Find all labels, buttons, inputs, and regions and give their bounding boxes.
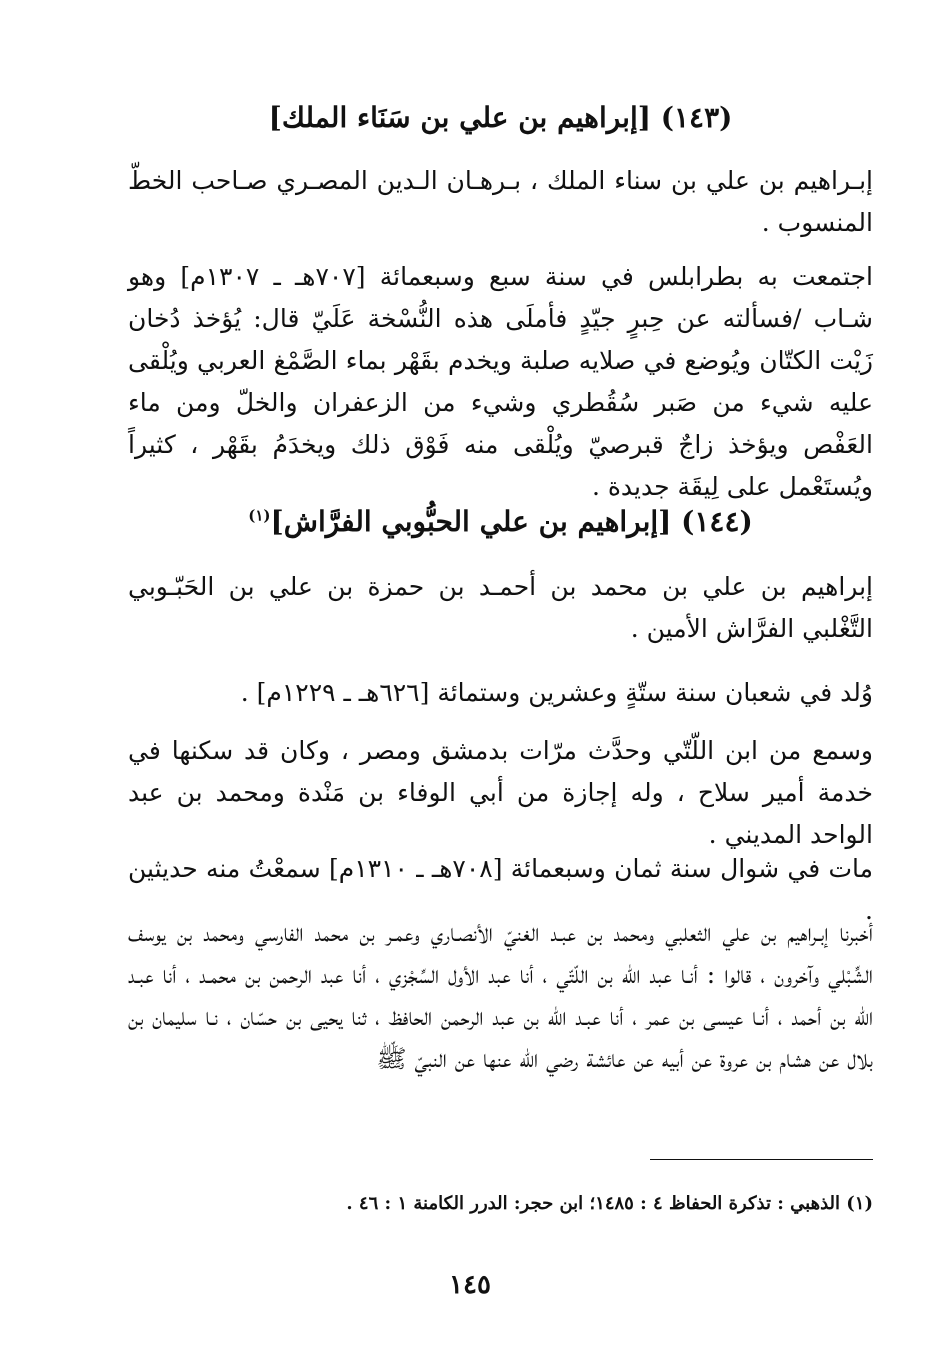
entry-144-heading [128,502,873,542]
entry-144-paragraph-4: مات في شوال سنة ثمان وسبعمائة [٧٠٨هـ ـ ١٣١٠م] سمعْتُ منه حديثين . [128,854,874,925]
entry-144-paragraph-1: إبراهيم بن علي بن محمد بن أحمـد بن حمزة بن علي بن الحَبّـوبي التَّغْلبي الفرَّاش الأمين . [128,572,873,643]
entry-143-paragraph-1: إبـراهيم بن علي بن سناء الملك ، بـرهـان الـدين المصـري صـاحب الخطّ المنسوب . [128,166,873,237]
entry-143-heading: (١٤٣) [إبراهيم بن علي بن سَنَاء الملك] [268,101,733,134]
footnote: (١) الذهبي : تذكرة الحفاظ ٤ : ١٤٨٥؛ ابن حجر: الدرر الكامنة ١ : ٤٦ . [346,1193,873,1214]
footnote-marker: (١) [248,506,271,525]
page-number: ١٤٥ [449,1270,491,1300]
footnote-divider [650,1159,873,1160]
entry-144-heading-text: (١٤٤) [إبراهيم بن علي الحبُّوبي الفرَّاش] [270,505,753,538]
entry-143-paragraph-2: اجتمعت به بطرابلس في سنة سبع وسبعمائة [٧٠٧هـ ـ ١٣٠٧م] وهو شـاب /فسألته عن حِبرٍ جيّدٍ فأملَى هذه النُّسْخة عَلَيّ قال: يُؤخذ دُخان زَيْت الكتّان ويُوضع في صلايه صلبة ويخدم بقَهْر بماء الصَّمْغ العربي ويُلْقى عليه شيء من صَبر سُقُطري وشيء من الزعفران والخلّ ومن ماء العَفْص ويؤخذ زاجٌ قبرصيّ ويُلْقى منه فَوْق ذلك ويخدَمُ بقَهْر ، كثيراً ويُستَعْمل على لِيقَة جديدة . [128,262,873,501]
entry-144-paragraph-5: أخبرنا إبـراهيم بن علي الثعلبي ومحمد بن عبـد الغنيّ الأنصـاري وعمـر بن محمد الفارسي ومحمد بن يوسف الشِّبْلي وآخرون ، قالوا : أنـا عبد اللّه بن اللّتّي ، أنا عبد الأول السِّجْزي ، أنا عبد الرحمن بن محمـد ، أنا عبـد اللّه بن أحمد ، أنـا عيسى بن عمر ، أنا عبـد اللّه بن عبد الرحمن الحافظ ، ثنا يحيى بن حسّان ، نـا سليمان بن بلال عن هشام بن عروة عن أبيه عن عائشة رضي الله عنها عن النبيّ ﷺ [128,918,873,1073]
entry-144-paragraph-3: وسمع من ابن اللّتّي وحدَّث مرّات بدمشق ومصر ، وكان قد سكنها في خدمة أمير سلاح ، وله إجازة من أبي الوفاء بن مَنْدة ومحمد بن عبد الواحد المديني . [128,736,873,849]
entry-144-paragraph-2: وُلد في شعبان سنة ستّةٍ وعشرين وستمائة [٦٢٦هـ ـ ١٢٢٩م] . [240,678,873,707]
